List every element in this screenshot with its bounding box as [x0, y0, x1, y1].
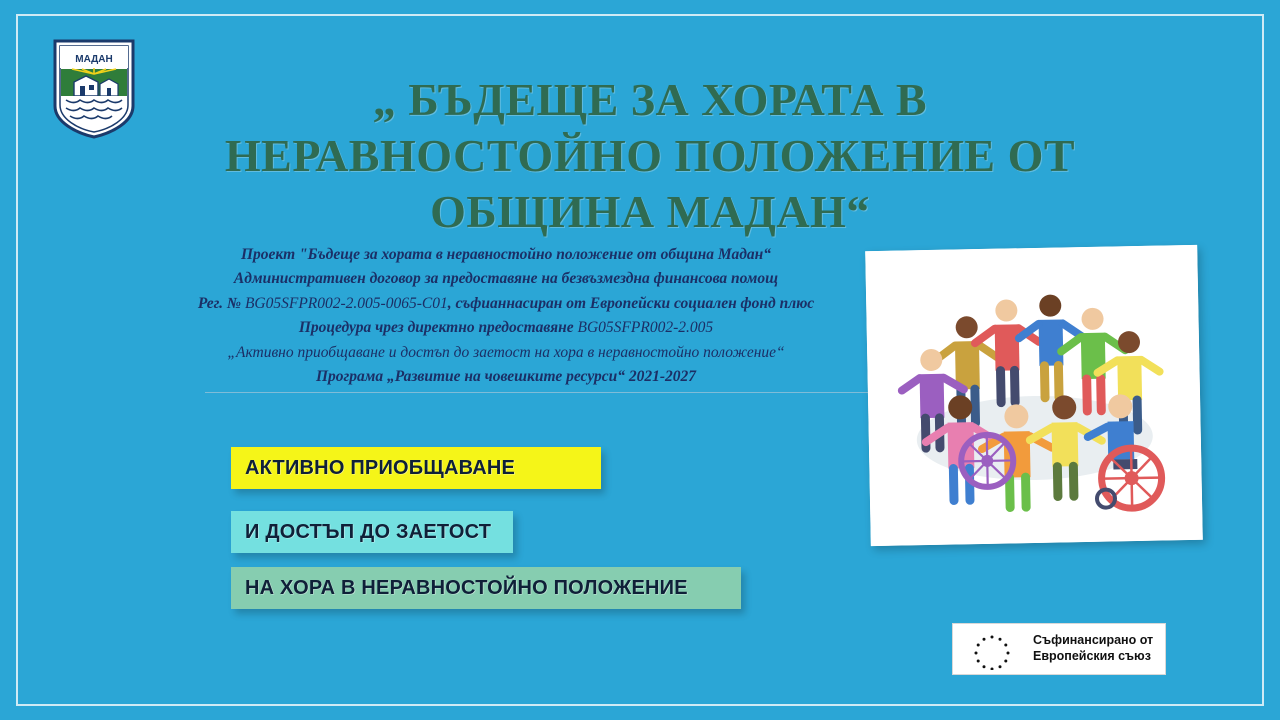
highlight-bar-2: И ДОСТЪП ДО ЗАЕТОСТ: [231, 511, 513, 553]
project-line-6: [126, 365, 886, 389]
project-details: [126, 243, 886, 390]
eu-flag-icon: [961, 629, 1023, 670]
photo-inner: [865, 245, 1203, 546]
eu-cofunding-emblem: [952, 623, 1166, 675]
project-procedure-code: BG05SFPR002-2.005: [577, 319, 714, 337]
divider-line: [205, 392, 880, 393]
project-line-3: [126, 292, 886, 316]
highlight-bar-3: НА ХОРА В НЕРАВНОСТОЙНО ПОЛОЖЕНИЕ: [231, 567, 741, 609]
highlight-bar-1: АКТИВНО ПРИОБЩАВАНЕ: [231, 447, 601, 489]
eu-emblem-line-2: Европейския съюз: [1033, 649, 1151, 663]
eu-emblem-text: [1033, 633, 1153, 664]
eu-emblem-line-1: Съфинансирано от: [1033, 633, 1154, 648]
madan-coat-of-arms-icon: [52, 38, 136, 140]
project-line-2-text: Административен договор за предоставяне на безвъзмездна финансова помощ: [233, 270, 779, 288]
project-line-6-text: Програма „Развитие на човешките ресурси“ 2021-2027: [315, 368, 697, 386]
project-line-1-text: Проект "Бъдеще за хората в неравностойно положение от община Мадан“: [241, 246, 771, 263]
project-reg-suffix: , съфианнасиран от Европейски социален фонд плюс: [447, 294, 815, 312]
project-line-5: [126, 341, 886, 365]
project-procedure-label: Процедура чрез директно предоставяне: [298, 319, 578, 337]
people-circle-photo: [865, 245, 1203, 546]
slide-title: „ БЪДЕЩЕ ЗА ХОРАТА В НЕРАВНОСТОЙНО ПОЛОЖЕНИЕ ОТ ОБЩИНА МАДАН“: [224, 74, 1076, 238]
project-line-4: [126, 316, 886, 340]
project-line-1: [126, 243, 886, 267]
project-line-5-text: „Активно приобщаване и достъп до заетост на хора в неравностойно положение“: [227, 343, 785, 361]
svg-text:МАДАН: МАДАН: [75, 54, 113, 65]
project-reg-number: BG05SFPR002-2.005-0065-C01: [244, 294, 448, 312]
project-reg-label: Рег. №: [197, 294, 245, 312]
project-line-2: [126, 267, 886, 291]
